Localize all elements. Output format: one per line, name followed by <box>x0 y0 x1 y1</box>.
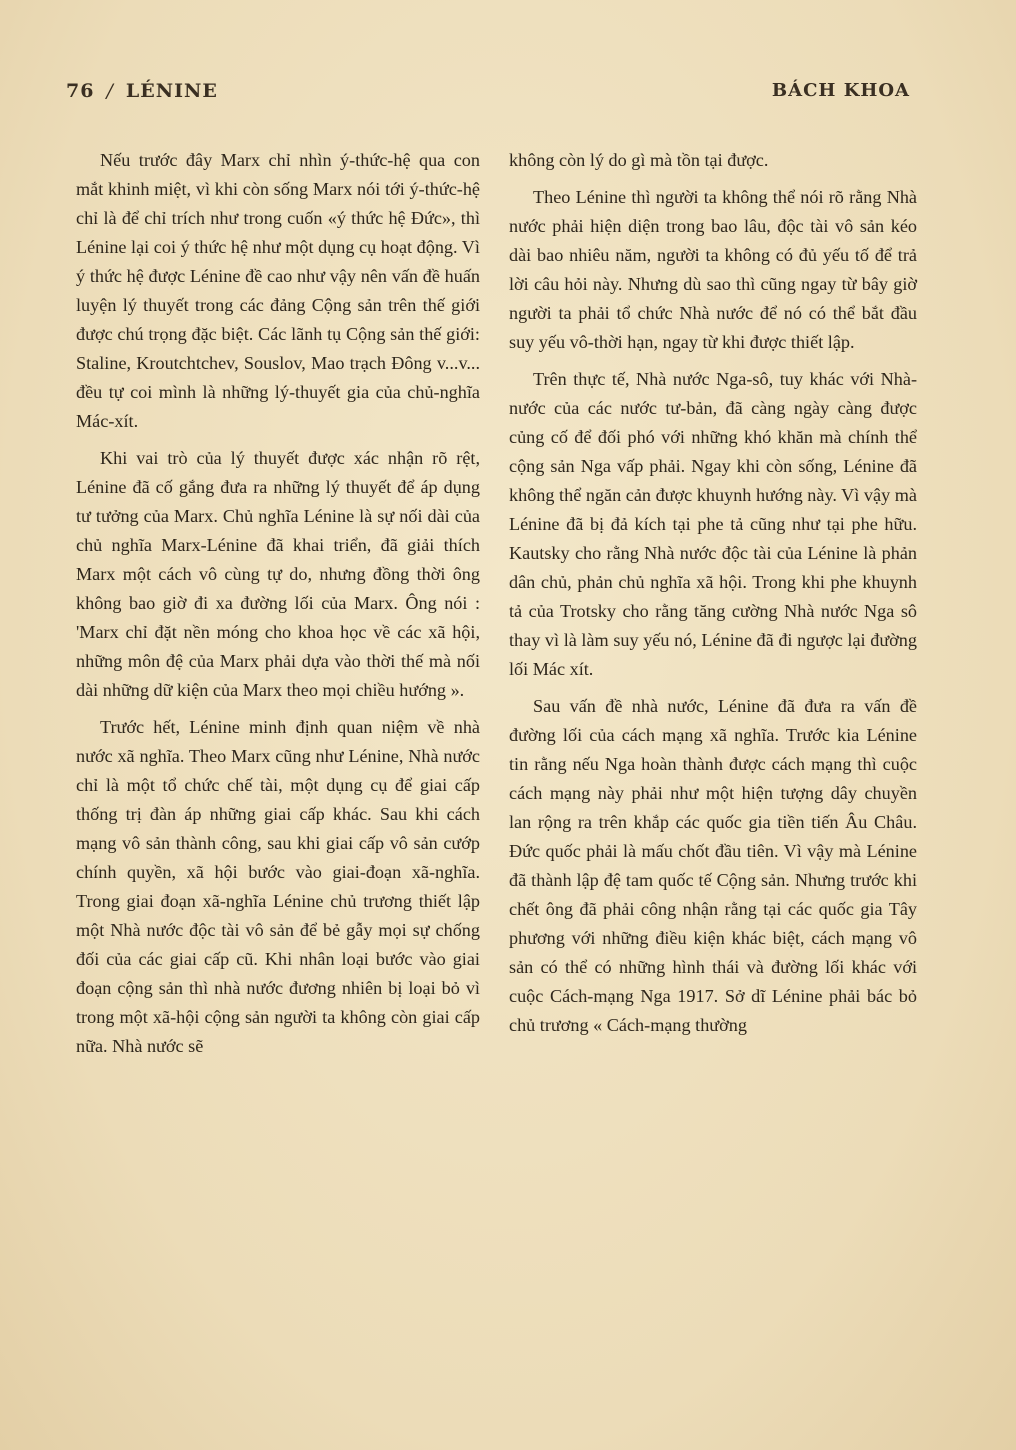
paragraph: Theo Lénine thì người ta không thể nói rõ rằng Nhà nước phải hiện diện trong bao lâu, độc tài vô sản kéo dài bao nhiêu năm, người ta không có đủ yếu tố để trả lời câu hỏi này. Nhưng dù sao thì cũng ngay từ bây giờ người ta phải tổ chức Nhà nước để nó có thể bắt đầu suy yếu vô-thời hạn, ngay từ khi được thiết lập. <box>509 187 917 352</box>
paragraph: Trước hết, Lénine minh định quan niệm về nhà nước xã nghĩa. Theo Marx cũng như Lénine, Nhà nước chỉ là một tổ chức chế tài, một dụng cụ để giai cấp thống trị đàn áp những giai cấp khác. Sau khi cách mạng vô sản thành công, sau khi giai cấp vô sản cướp chính quyền, xã hội bước vào giai-đoạn xã-nghĩa. Trong giai đoạn xã-nghĩa Lénine chủ trương thiết lập một Nhà nước độc tài vô sản để bẻ gẫy mọi sự chống đối của các giai cấp cũ. Khi nhân loại bước vào giai đoạn cộng sản thì nhà nước đương nhiên bị loại bỏ vì trong một xã-hội cộng sản người ta không còn giai cấp nữa. Nhà nước sẽ <box>76 717 480 1056</box>
header-left <box>66 80 218 102</box>
header-separator: / <box>106 80 114 102</box>
running-title: LÉNINE <box>125 80 218 102</box>
paragraph: Trên thực tế, Nhà nước Nga-sô, tuy khác với Nhà-nước của các nước tư-bản, đã càng ngày càng được củng cố để đối phó với những khó khăn mà chính thể cộng sản Nga vấp phải. Ngay khi còn sống, Lénine đã không thể ngăn cản được khuynh hướng này. Vì vậy mà Lénine đã bị đả kích tại phe tả cũng như tại phe hữu. Kautsky cho rằng Nhà nước độc tài của Lénine là phản dân chủ, phản chủ nghĩa xã hội. Trong khi phe khuynh tả của Trotsky cho rằng tăng cường Nhà nước Nga sô thay vì là làm suy yếu nó, Lénine đã đi ngược lại đường lối Mác xít. <box>509 369 917 679</box>
paragraph: Sau vấn đề nhà nước, Lénine đã đưa ra vấn đề đường lối của cách mạng xã nghĩa. Trước kia Lénine tin rằng nếu Nga hoàn thành được cách mạng thì cuộc cách mạng này phải như một hiện tượng dây chuyền lan rộng ra trên khắp các quốc gia tiền tiến Âu Châu. Đức quốc phải là mấu chốt đầu tiên. Vì vậy mà Lénine đã thành lập đệ tam quốc tế Cộng sản. Nhưng trước khi chết ông đã phải công nhận rằng tại các quốc gia Tây phương với những điều kiện khác biệt, cách mạng vô sản có thể có những hình thái và đường lối khác với cuộc Cách-mạng Nga 1917. Sở dĩ Lénine phải bác bỏ chủ trương « Cách-mạng thường <box>509 696 917 1035</box>
page-number: 76 <box>66 80 95 102</box>
paragraph-continued: không còn lý do gì mà tồn tại được. <box>509 150 769 170</box>
paragraph: Khi vai trò của lý thuyết được xác nhận rõ rệt, Lénine đã cố gắng đưa ra những lý thuyết để áp dụng tư tưởng của Marx. Chủ nghĩa Lénine là sự nối dài của chủ nghĩa Marx-Lénine đã khai triển, đã giải thích Marx một cách vô cùng tự do, nhưng đồng thời ông không bao giờ đi xa đường lối của Marx. Ông nói : 'Marx chỉ đặt nền móng cho khoa học về các xã hội, những môn đệ của Marx phải dựa vào thời thế mà nối dài những dữ kiện của Marx theo mọi chiều hướng ». <box>76 448 480 700</box>
left-column <box>76 146 480 1069</box>
page-header <box>66 80 910 110</box>
magazine-name: BÁCH KHOA <box>771 80 910 101</box>
paragraph: Nếu trước đây Marx chỉ nhìn ý-thức-hệ qua con mắt khinh miệt, vì khi còn sống Marx nói tới ý-thức-hệ chỉ là để chỉ trích như trong cuốn «ý thức hệ Đức», thì Lénine lại coi ý thức hệ như một dụng cụ hoạt động. Vì ý thức hệ được Lénine đề cao như vậy nên vấn đề huấn luyện lý thuyết trong các đảng Cộng sản trên thế giới được chú trọng đặc biệt. Các lãnh tụ Cộng sản thế giới: Staline, Kroutchtchev, Souslov, Mao trạch Đông v...v... đều tự coi mình là những lý-thuyết gia của chủ-nghĩa Mác-xít. <box>76 150 480 431</box>
right-column <box>509 146 917 1048</box>
